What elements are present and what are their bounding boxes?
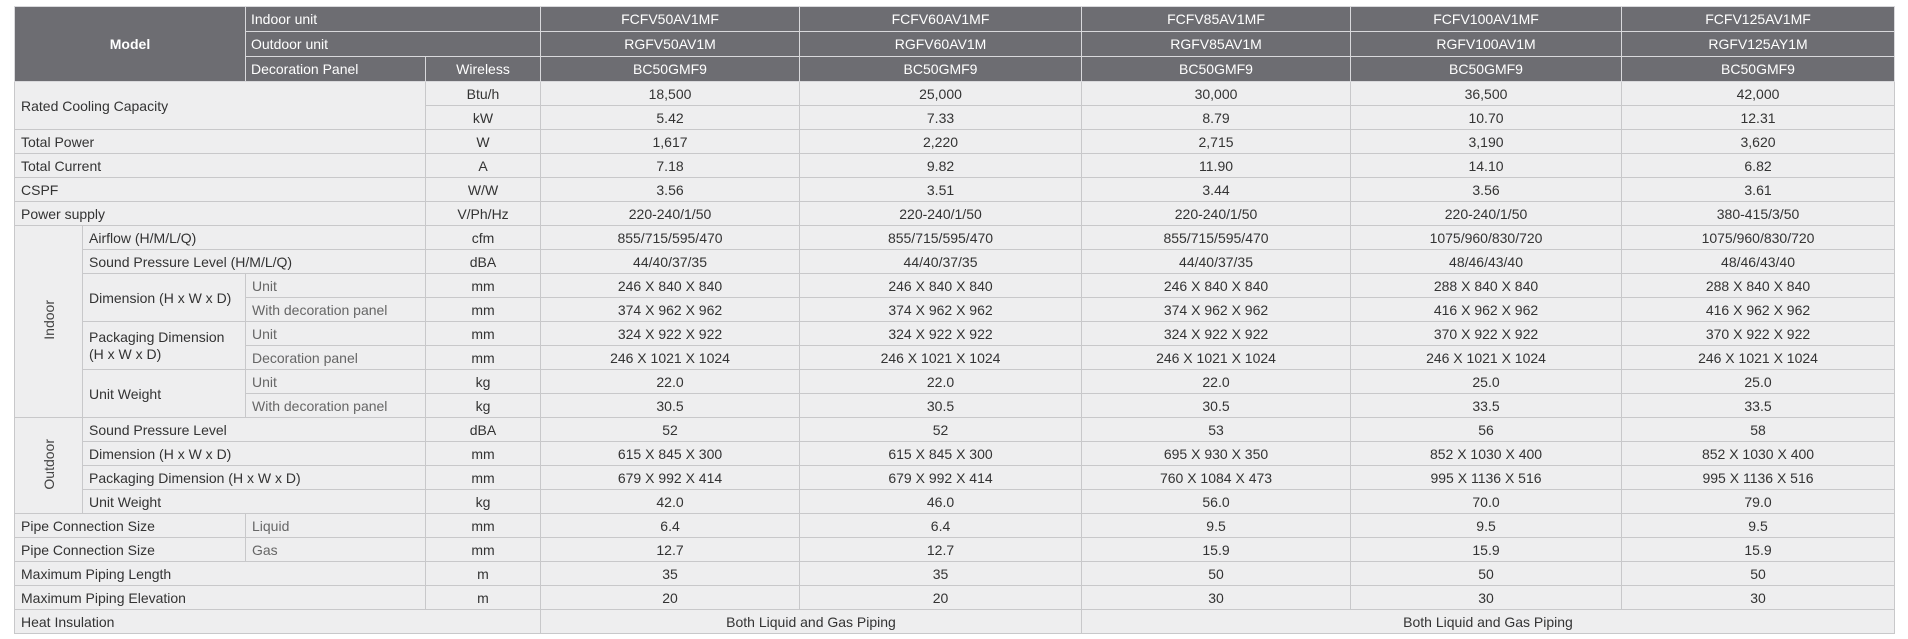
value-cell: 22.0 (1082, 370, 1351, 394)
unit-cell: W (426, 130, 541, 154)
value-cell: 12.7 (541, 538, 800, 562)
value-cell: 3,190 (1351, 130, 1622, 154)
table-row (15, 250, 1895, 274)
sub-label: With decoration panel (246, 394, 426, 418)
table-row (15, 442, 1895, 466)
value-cell: 615 X 845 X 300 (541, 442, 800, 466)
unit-cell: W/W (426, 178, 541, 202)
value-cell: 52 (541, 418, 800, 442)
unit-cell: A (426, 154, 541, 178)
indoor-model-4: FCFV100AV1MF (1351, 7, 1622, 32)
value-cell: 855/715/595/470 (800, 226, 1082, 250)
value-cell: 9.5 (1351, 514, 1622, 538)
value-cell: 9.5 (1622, 514, 1895, 538)
value-cell: 1,617 (541, 130, 800, 154)
panel-model-5: BC50GMF9 (1622, 57, 1895, 82)
outdoor-model-2: RGFV60AV1M (800, 32, 1082, 57)
value-cell: 1075/960/830/720 (1622, 226, 1895, 250)
value-cell: 50 (1351, 562, 1622, 586)
outdoor-packaging-label: Packaging Dimension (H x W x D) (83, 466, 426, 490)
value-cell: 615 X 845 X 300 (800, 442, 1082, 466)
value-cell: 30 (1622, 586, 1895, 610)
total-power-label: Total Power (15, 130, 426, 154)
value-cell: 35 (541, 562, 800, 586)
table-row (15, 298, 1895, 322)
cspf-label: CSPF (15, 178, 426, 202)
value-cell: 33.5 (1351, 394, 1622, 418)
unit-cell: dBA (426, 418, 541, 442)
sub-label: Unit (246, 322, 426, 346)
table-row (15, 490, 1895, 514)
rated-cooling-label: Rated Cooling Capacity (15, 82, 426, 130)
table-row (15, 82, 1895, 106)
panel-model-1: BC50GMF9 (541, 57, 800, 82)
value-cell: 6.4 (800, 514, 1082, 538)
value-cell: 246 X 1021 X 1024 (1622, 346, 1895, 370)
value-cell: 9.82 (800, 154, 1082, 178)
value-cell: 14.10 (1351, 154, 1622, 178)
value-cell: 220-240/1/50 (541, 202, 800, 226)
value-cell: 324 X 922 X 922 (800, 322, 1082, 346)
value-cell: 48/46/43/40 (1622, 250, 1895, 274)
indoor-model-5: FCFV125AV1MF (1622, 7, 1895, 32)
sub-label: Unit (246, 274, 426, 298)
outdoor-model-4: RGFV100AV1M (1351, 32, 1622, 57)
indoor-group-label: Indoor (15, 226, 83, 418)
value-cell: 220-240/1/50 (1082, 202, 1351, 226)
value-cell: 79.0 (1622, 490, 1895, 514)
outdoor-model-5: RGFV125AY1M (1622, 32, 1895, 57)
airflow-label: Airflow (H/M/L/Q) (83, 226, 426, 250)
value-cell: 7.18 (541, 154, 800, 178)
value-cell: 1075/960/830/720 (1351, 226, 1622, 250)
outdoor-model-3: RGFV85AV1M (1082, 32, 1351, 57)
table-row (15, 466, 1895, 490)
value-cell: 416 X 962 X 962 (1622, 298, 1895, 322)
heat-insulation-value-right: Both Liquid and Gas Piping (1082, 610, 1895, 634)
unit-cell: mm (426, 298, 541, 322)
indoor-model-2: FCFV60AV1MF (800, 7, 1082, 32)
value-cell: 324 X 922 X 922 (1082, 322, 1351, 346)
value-cell: 220-240/1/50 (1351, 202, 1622, 226)
table-row (15, 274, 1895, 298)
value-cell: 33.5 (1622, 394, 1895, 418)
unit-cell: kg (426, 394, 541, 418)
value-cell: 36,500 (1351, 82, 1622, 106)
table-row (15, 154, 1895, 178)
indoor-sound-label: Sound Pressure Level (H/M/L/Q) (83, 250, 426, 274)
sub-label: Liquid (246, 514, 426, 538)
value-cell: 246 X 840 X 840 (1082, 274, 1351, 298)
value-cell: 30,000 (1082, 82, 1351, 106)
outdoor-model-1: RGFV50AV1M (541, 32, 800, 57)
table-row (15, 322, 1895, 346)
sub-label: Decoration panel (246, 346, 426, 370)
table-row (15, 130, 1895, 154)
sub-label: Gas (246, 538, 426, 562)
unit-cell: cfm (426, 226, 541, 250)
value-cell: 3.56 (541, 178, 800, 202)
outdoor-dimension-label: Dimension (H x W x D) (83, 442, 426, 466)
indoor-weight-label: Unit Weight (83, 370, 246, 418)
value-cell: 246 X 1021 X 1024 (541, 346, 800, 370)
table-row (15, 418, 1895, 442)
pipe-gas-label: Pipe Connection Size (15, 538, 246, 562)
unit-cell: kg (426, 490, 541, 514)
value-cell: 15.9 (1082, 538, 1351, 562)
value-cell: 42,000 (1622, 82, 1895, 106)
value-cell: 370 X 922 X 922 (1622, 322, 1895, 346)
value-cell: 2,220 (800, 130, 1082, 154)
value-cell: 374 X 962 X 962 (541, 298, 800, 322)
outdoor-unit-header: Outdoor unit (246, 32, 541, 57)
value-cell: 855/715/595/470 (1082, 226, 1351, 250)
power-supply-label: Power supply (15, 202, 426, 226)
value-cell: 679 X 992 X 414 (800, 466, 1082, 490)
indoor-model-3: FCFV85AV1MF (1082, 7, 1351, 32)
value-cell: 695 X 930 X 350 (1082, 442, 1351, 466)
value-cell: 15.9 (1622, 538, 1895, 562)
value-cell: 2,715 (1082, 130, 1351, 154)
unit-cell: mm (426, 322, 541, 346)
value-cell: 679 X 992 X 414 (541, 466, 800, 490)
table-row (15, 562, 1895, 586)
header-row-indoor (15, 7, 1895, 32)
value-cell: 370 X 922 X 922 (1351, 322, 1622, 346)
table-row (15, 610, 1895, 634)
outdoor-weight-label: Unit Weight (83, 490, 426, 514)
header-row-panel (15, 57, 1895, 82)
indoor-model-1: FCFV50AV1MF (541, 7, 800, 32)
model-header: Model (15, 7, 246, 82)
indoor-packaging-label: Packaging Dimension (H x W x D) (83, 322, 246, 370)
unit-cell: m (426, 562, 541, 586)
value-cell: 48/46/43/40 (1351, 250, 1622, 274)
unit-cell: kW (426, 106, 541, 130)
value-cell: 374 X 962 X 962 (1082, 298, 1351, 322)
unit-cell: Btu/h (426, 82, 541, 106)
table-row (15, 346, 1895, 370)
table-row (15, 586, 1895, 610)
table-row (15, 370, 1895, 394)
max-elevation-label: Maximum Piping Elevation (15, 586, 426, 610)
unit-cell: m (426, 586, 541, 610)
outdoor-group-label: Outdoor (15, 418, 83, 514)
value-cell: 18,500 (541, 82, 800, 106)
value-cell: 3.61 (1622, 178, 1895, 202)
table-row (15, 514, 1895, 538)
value-cell: 50 (1622, 562, 1895, 586)
heat-insulation-value-left: Both Liquid and Gas Piping (541, 610, 1082, 634)
value-cell: 10.70 (1351, 106, 1622, 130)
table-row (15, 538, 1895, 562)
value-cell: 3.51 (800, 178, 1082, 202)
unit-cell: kg (426, 370, 541, 394)
value-cell: 760 X 1084 X 473 (1082, 466, 1351, 490)
value-cell: 44/40/37/35 (800, 250, 1082, 274)
value-cell: 220-240/1/50 (800, 202, 1082, 226)
value-cell: 852 X 1030 X 400 (1351, 442, 1622, 466)
value-cell: 44/40/37/35 (541, 250, 800, 274)
panel-model-3: BC50GMF9 (1082, 57, 1351, 82)
panel-model-4: BC50GMF9 (1351, 57, 1622, 82)
spec-table (14, 6, 1895, 634)
value-cell: 25,000 (800, 82, 1082, 106)
value-cell: 30.5 (800, 394, 1082, 418)
wireless-header: Wireless (426, 57, 541, 82)
value-cell: 7.33 (800, 106, 1082, 130)
value-cell: 30 (1082, 586, 1351, 610)
indoor-dimension-label: Dimension (H x W x D) (83, 274, 246, 322)
value-cell: 25.0 (1351, 370, 1622, 394)
value-cell: 50 (1082, 562, 1351, 586)
unit-cell: mm (426, 466, 541, 490)
value-cell: 416 X 962 X 962 (1351, 298, 1622, 322)
value-cell: 246 X 840 X 840 (541, 274, 800, 298)
unit-cell: mm (426, 274, 541, 298)
table-row (15, 226, 1895, 250)
value-cell: 58 (1622, 418, 1895, 442)
value-cell: 380-415/3/50 (1622, 202, 1895, 226)
value-cell: 35 (800, 562, 1082, 586)
unit-cell: mm (426, 514, 541, 538)
sub-label: Unit (246, 370, 426, 394)
value-cell: 42.0 (541, 490, 800, 514)
pipe-liquid-label: Pipe Connection Size (15, 514, 246, 538)
value-cell: 3.44 (1082, 178, 1351, 202)
value-cell: 246 X 840 X 840 (800, 274, 1082, 298)
value-cell: 855/715/595/470 (541, 226, 800, 250)
table-row (15, 178, 1895, 202)
value-cell: 8.79 (1082, 106, 1351, 130)
value-cell: 288 X 840 X 840 (1351, 274, 1622, 298)
value-cell: 30.5 (1082, 394, 1351, 418)
outdoor-sound-label: Sound Pressure Level (83, 418, 426, 442)
unit-cell: mm (426, 346, 541, 370)
panel-model-2: BC50GMF9 (800, 57, 1082, 82)
value-cell: 6.82 (1622, 154, 1895, 178)
value-cell: 995 X 1136 X 516 (1622, 466, 1895, 490)
value-cell: 324 X 922 X 922 (541, 322, 800, 346)
value-cell: 995 X 1136 X 516 (1351, 466, 1622, 490)
indoor-unit-header: Indoor unit (246, 7, 541, 32)
value-cell: 44/40/37/35 (1082, 250, 1351, 274)
value-cell: 246 X 1021 X 1024 (800, 346, 1082, 370)
decoration-panel-header: Decoration Panel (246, 57, 426, 82)
value-cell: 3,620 (1622, 130, 1895, 154)
table-row (15, 394, 1895, 418)
value-cell: 6.4 (541, 514, 800, 538)
value-cell: 852 X 1030 X 400 (1622, 442, 1895, 466)
value-cell: 46.0 (800, 490, 1082, 514)
value-cell: 11.90 (1082, 154, 1351, 178)
unit-cell: mm (426, 538, 541, 562)
value-cell: 20 (541, 586, 800, 610)
value-cell: 30 (1351, 586, 1622, 610)
value-cell: 25.0 (1622, 370, 1895, 394)
value-cell: 9.5 (1082, 514, 1351, 538)
value-cell: 3.56 (1351, 178, 1622, 202)
heat-insulation-label: Heat Insulation (15, 610, 541, 634)
value-cell: 12.7 (800, 538, 1082, 562)
value-cell: 5.42 (541, 106, 800, 130)
value-cell: 70.0 (1351, 490, 1622, 514)
value-cell: 22.0 (800, 370, 1082, 394)
value-cell: 246 X 1021 X 1024 (1351, 346, 1622, 370)
value-cell: 12.31 (1622, 106, 1895, 130)
value-cell: 246 X 1021 X 1024 (1082, 346, 1351, 370)
unit-cell: mm (426, 442, 541, 466)
header-row-outdoor (15, 32, 1895, 57)
value-cell: 53 (1082, 418, 1351, 442)
table-row (15, 202, 1895, 226)
value-cell: 374 X 962 X 962 (800, 298, 1082, 322)
unit-cell: dBA (426, 250, 541, 274)
value-cell: 20 (800, 586, 1082, 610)
value-cell: 56.0 (1082, 490, 1351, 514)
value-cell: 15.9 (1351, 538, 1622, 562)
value-cell: 52 (800, 418, 1082, 442)
max-length-label: Maximum Piping Length (15, 562, 426, 586)
value-cell: 30.5 (541, 394, 800, 418)
sub-label: With decoration panel (246, 298, 426, 322)
unit-cell: V/Ph/Hz (426, 202, 541, 226)
value-cell: 288 X 840 X 840 (1622, 274, 1895, 298)
value-cell: 22.0 (541, 370, 800, 394)
total-current-label: Total Current (15, 154, 426, 178)
value-cell: 56 (1351, 418, 1622, 442)
